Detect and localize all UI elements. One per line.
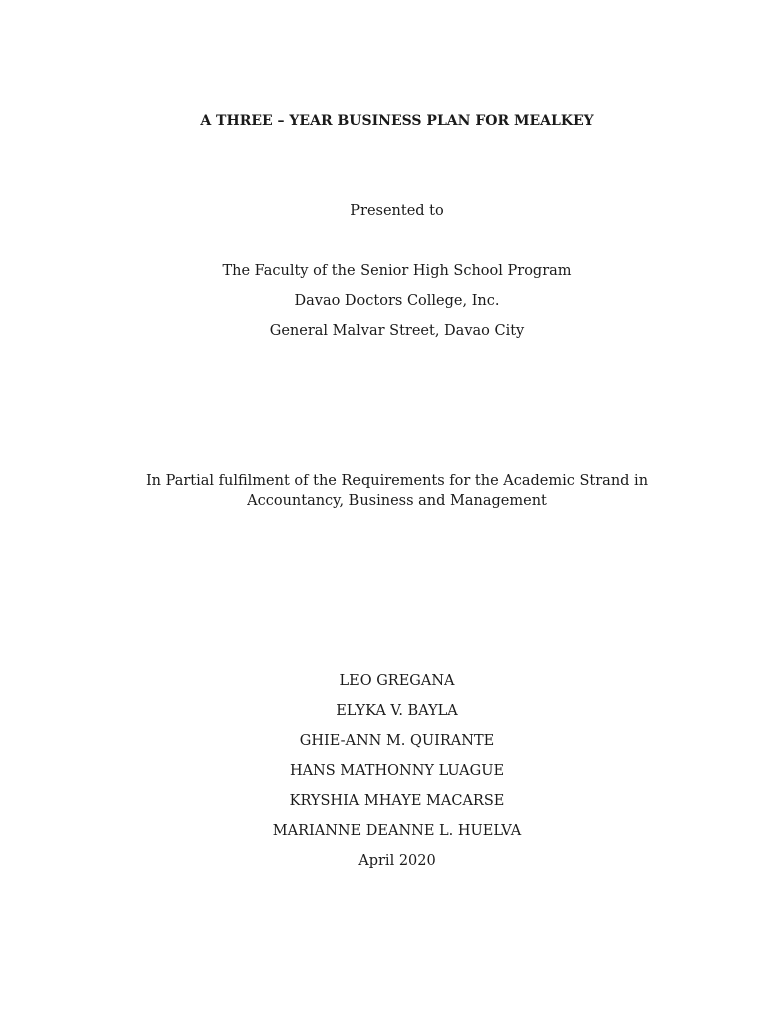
recipient-faculty: The Faculty of the Senior High School Program bbox=[222, 263, 572, 279]
recipient-address: General Malvar Street, Davao City bbox=[269, 323, 525, 339]
author-name: GHIE-ANN M. QUIRANTE bbox=[299, 733, 495, 749]
author-name: HANS MATHONNY LUAGUE bbox=[289, 763, 505, 779]
presented-to-label: Presented to bbox=[350, 203, 444, 219]
purpose-line-1: In Partial fulfilment of the Requirements for the Academic Strand in bbox=[145, 473, 649, 489]
author-name: LEO GREGANA bbox=[339, 673, 455, 689]
document-title: A THREE – YEAR BUSINESS PLAN FOR MEALKEY bbox=[200, 113, 594, 129]
submission-date: April 2020 bbox=[358, 853, 436, 869]
recipient-institution: Davao Doctors College, Inc. bbox=[294, 293, 500, 309]
author-name: KRYSHIA MHAYE MACARSE bbox=[289, 793, 505, 809]
author-name: MARIANNE DEANNE L. HUELVA bbox=[272, 823, 522, 839]
author-name: ELYKA V. BAYLA bbox=[336, 703, 458, 719]
purpose-line-2: Accountancy, Business and Management bbox=[247, 493, 547, 509]
